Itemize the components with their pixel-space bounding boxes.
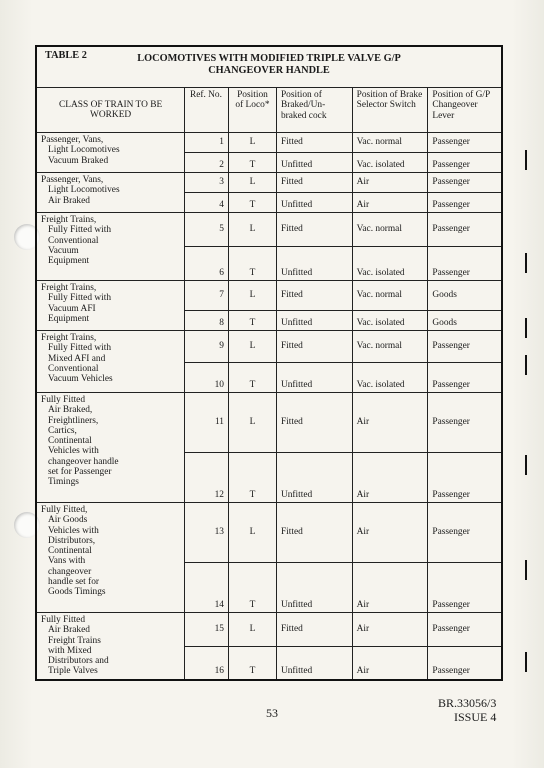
loco-position-cell: L <box>228 393 276 453</box>
revision-bar <box>525 560 527 580</box>
lever-position-cell: Passenger <box>428 193 502 213</box>
train-class-line: Light Locomotives <box>48 185 120 196</box>
lever-position-cell: Passenger <box>428 173 502 193</box>
train-class-line: Air Goods <box>48 515 88 526</box>
ref-cell: 12 <box>185 453 229 503</box>
train-class-line: Fully Fitted with <box>48 225 112 236</box>
ref-cell: 16 <box>185 646 229 680</box>
loco-position-cell: L <box>228 331 276 363</box>
ref-cell: 14 <box>185 563 229 613</box>
lever-position-cell: Passenger <box>428 453 502 503</box>
train-class-cell <box>36 503 185 613</box>
cock-position-cell: Unfitted <box>276 646 352 680</box>
train-class-line: Triple Valves <box>48 666 98 677</box>
train-class-line: Light Locomotives <box>48 145 120 156</box>
cock-position-cell: Unfitted <box>276 247 352 281</box>
switch-position-cell: Air <box>352 453 428 503</box>
cock-position-cell: Fitted <box>276 393 352 453</box>
train-class-line: Continental <box>48 546 92 557</box>
train-class-cell <box>36 173 185 213</box>
document-reference <box>438 696 496 724</box>
lever-position-cell: Passenger <box>428 503 502 563</box>
train-class-line: Freightliners, <box>48 415 99 426</box>
train-class-line: Fully Fitted with <box>48 293 112 304</box>
lever-position-cell: Passenger <box>428 133 502 153</box>
train-class-line: Freight Trains, <box>41 215 97 225</box>
train-class-line: Equipment <box>48 256 90 267</box>
switch-position-cell: Air <box>352 193 428 213</box>
loco-position-cell: T <box>228 193 276 213</box>
header-class: CLASS OF TRAIN TO BE WORKED <box>36 88 185 133</box>
switch-position-cell: Air <box>352 173 428 193</box>
switch-position-cell: Air <box>352 563 428 613</box>
train-class-line: Conventional <box>48 363 99 374</box>
train-class-line: Passenger, Vans, <box>41 175 104 185</box>
switch-position-cell: Vac. normal <box>352 213 428 247</box>
train-class-line: Distributors, <box>48 535 96 546</box>
cock-position-cell: Fitted <box>276 613 352 647</box>
table-row <box>36 613 502 647</box>
train-class-line: handle set for <box>48 577 100 588</box>
table-label: TABLE 2 <box>45 50 87 61</box>
loco-position-cell: L <box>228 281 276 311</box>
train-class-line: Fully Fitted with <box>48 343 112 354</box>
lever-position-cell: Passenger <box>428 213 502 247</box>
table-body <box>36 133 502 680</box>
lever-position-cell: Passenger <box>428 363 502 393</box>
train-class-line: Fully Fitted, <box>41 505 88 515</box>
column-header-row <box>36 88 502 133</box>
cock-position-cell: Fitted <box>276 173 352 193</box>
ref-cell: 11 <box>185 393 229 453</box>
switch-position-cell: Air <box>352 503 428 563</box>
train-class-line: changeover handle <box>48 456 119 467</box>
lever-position-cell: Passenger <box>428 331 502 363</box>
lever-position-cell: Goods <box>428 311 502 331</box>
train-class-line: Vacuum Vehicles <box>48 374 113 385</box>
table-row <box>36 331 502 363</box>
ref-cell: 7 <box>185 281 229 311</box>
table-row <box>36 133 502 153</box>
train-class-line: changeover <box>48 566 92 577</box>
revision-bar <box>525 455 527 475</box>
train-class-line: Freight Trains <box>48 635 101 646</box>
ref-cell: 4 <box>185 193 229 213</box>
train-class-line: Equipment <box>48 313 90 324</box>
header-lever: Position of G/P Changeover Lever <box>428 88 502 133</box>
train-class-line: Distributors and <box>48 656 109 667</box>
cock-position-cell: Unfitted <box>276 453 352 503</box>
loco-position-cell: T <box>228 247 276 281</box>
cock-position-cell: Unfitted <box>276 363 352 393</box>
train-class-line: Vans with <box>48 556 86 567</box>
header-switch: Position of Brake Selector Switch <box>352 88 428 133</box>
loco-position-cell: L <box>228 503 276 563</box>
switch-position-cell: Vac. normal <box>352 133 428 153</box>
cock-position-cell: Unfitted <box>276 153 352 173</box>
switch-position-cell: Vac. isolated <box>352 247 428 281</box>
revision-bar <box>525 318 527 338</box>
ref-cell: 13 <box>185 503 229 563</box>
train-class-cell <box>36 213 185 281</box>
train-class-line: Vacuum <box>48 245 79 256</box>
loco-position-cell: T <box>228 646 276 680</box>
train-class-line: Timings <box>48 477 79 488</box>
switch-position-cell: Air <box>352 393 428 453</box>
ref-cell: 3 <box>185 173 229 193</box>
table-row <box>36 393 502 453</box>
train-class-line: Cartics, <box>48 425 77 436</box>
revision-bar <box>525 150 527 170</box>
loco-position-cell: T <box>228 363 276 393</box>
cock-position-cell: Fitted <box>276 133 352 153</box>
train-class-line: Mixed AFI and <box>48 353 106 364</box>
train-class-cell <box>36 331 185 393</box>
loco-position-cell: T <box>228 153 276 173</box>
brake-settings-table <box>35 45 503 681</box>
train-class-line: Fully Fitted <box>41 395 86 405</box>
cock-position-cell: Fitted <box>276 281 352 311</box>
revision-bar <box>525 652 527 672</box>
train-class-line: Vehicles with <box>48 525 99 536</box>
train-class-line: Freight Trains, <box>41 333 97 343</box>
ref-cell: 1 <box>185 133 229 153</box>
train-class-line: Vehicles with <box>48 446 99 457</box>
lever-position-cell: Passenger <box>428 646 502 680</box>
switch-position-cell: Vac. isolated <box>352 363 428 393</box>
loco-position-cell: T <box>228 563 276 613</box>
ref-cell: 8 <box>185 311 229 331</box>
train-class-line: with Mixed <box>48 645 92 656</box>
page-number: 53 <box>266 706 278 720</box>
train-class-line: Air Braked, <box>48 405 93 416</box>
train-class-line: Continental <box>48 436 92 447</box>
switch-position-cell: Vac. isolated <box>352 311 428 331</box>
table-row <box>36 281 502 311</box>
table-row <box>36 503 502 563</box>
switch-position-cell: Vac. normal <box>352 331 428 363</box>
train-class-cell <box>36 613 185 680</box>
loco-position-cell: L <box>228 133 276 153</box>
train-class-line: Passenger, Vans, <box>41 135 104 145</box>
lever-position-cell: Passenger <box>428 563 502 613</box>
ref-cell: 9 <box>185 331 229 363</box>
loco-position-cell: T <box>228 311 276 331</box>
ref-cell: 15 <box>185 613 229 647</box>
train-class-line: Freight Trains, <box>41 283 97 293</box>
ref-cell: 5 <box>185 213 229 247</box>
lever-position-cell: Passenger <box>428 153 502 173</box>
header-loco: Position of Loco* <box>228 88 276 133</box>
lever-position-cell: Passenger <box>428 393 502 453</box>
train-class-line: Fully Fitted <box>41 615 86 625</box>
header-cock: Position of Braked/Un-braked cock <box>276 88 352 133</box>
loco-position-cell: L <box>228 173 276 193</box>
loco-position-cell: T <box>228 453 276 503</box>
lever-position-cell: Passenger <box>428 613 502 647</box>
train-class-line: Vacuum Braked <box>48 155 109 166</box>
lever-position-cell: Goods <box>428 281 502 311</box>
switch-position-cell: Vac. normal <box>352 281 428 311</box>
revision-bar <box>525 253 527 273</box>
doc-ref: BR.33056/3 <box>438 696 497 710</box>
table-title-row <box>36 46 502 88</box>
train-class-line: Vacuum AFI <box>48 303 96 314</box>
cock-position-cell: Fitted <box>276 213 352 247</box>
loco-position-cell: L <box>228 213 276 247</box>
switch-position-cell: Air <box>352 613 428 647</box>
table-title: LOCOMOTIVES WITH MODIFIED TRIPLE VALVE G/P CHANGEOVER HANDLE <box>137 53 401 76</box>
train-class-cell <box>36 133 185 173</box>
train-class-line: Conventional <box>48 235 99 246</box>
loco-position-cell: L <box>228 613 276 647</box>
cock-position-cell: Unfitted <box>276 563 352 613</box>
switch-position-cell: Vac. isolated <box>352 153 428 173</box>
revision-bar <box>525 355 527 375</box>
train-class-line: Air Braked <box>48 195 90 206</box>
ref-cell: 6 <box>185 247 229 281</box>
train-class-line: Air Braked <box>48 625 90 636</box>
train-class-line: set for Passenger <box>48 467 112 478</box>
ref-cell: 2 <box>185 153 229 173</box>
cock-position-cell: Fitted <box>276 331 352 363</box>
cock-position-cell: Fitted <box>276 503 352 563</box>
train-class-line: Goods Timings <box>48 587 106 598</box>
table-row <box>36 213 502 247</box>
cock-position-cell: Unfitted <box>276 311 352 331</box>
switch-position-cell: Air <box>352 646 428 680</box>
cock-position-cell: Unfitted <box>276 193 352 213</box>
table-row <box>36 173 502 193</box>
header-ref: Ref. No. <box>185 88 229 133</box>
ref-cell: 10 <box>185 363 229 393</box>
train-class-cell <box>36 281 185 331</box>
issue-number: ISSUE 4 <box>454 710 497 724</box>
train-class-cell <box>36 393 185 503</box>
lever-position-cell: Passenger <box>428 247 502 281</box>
